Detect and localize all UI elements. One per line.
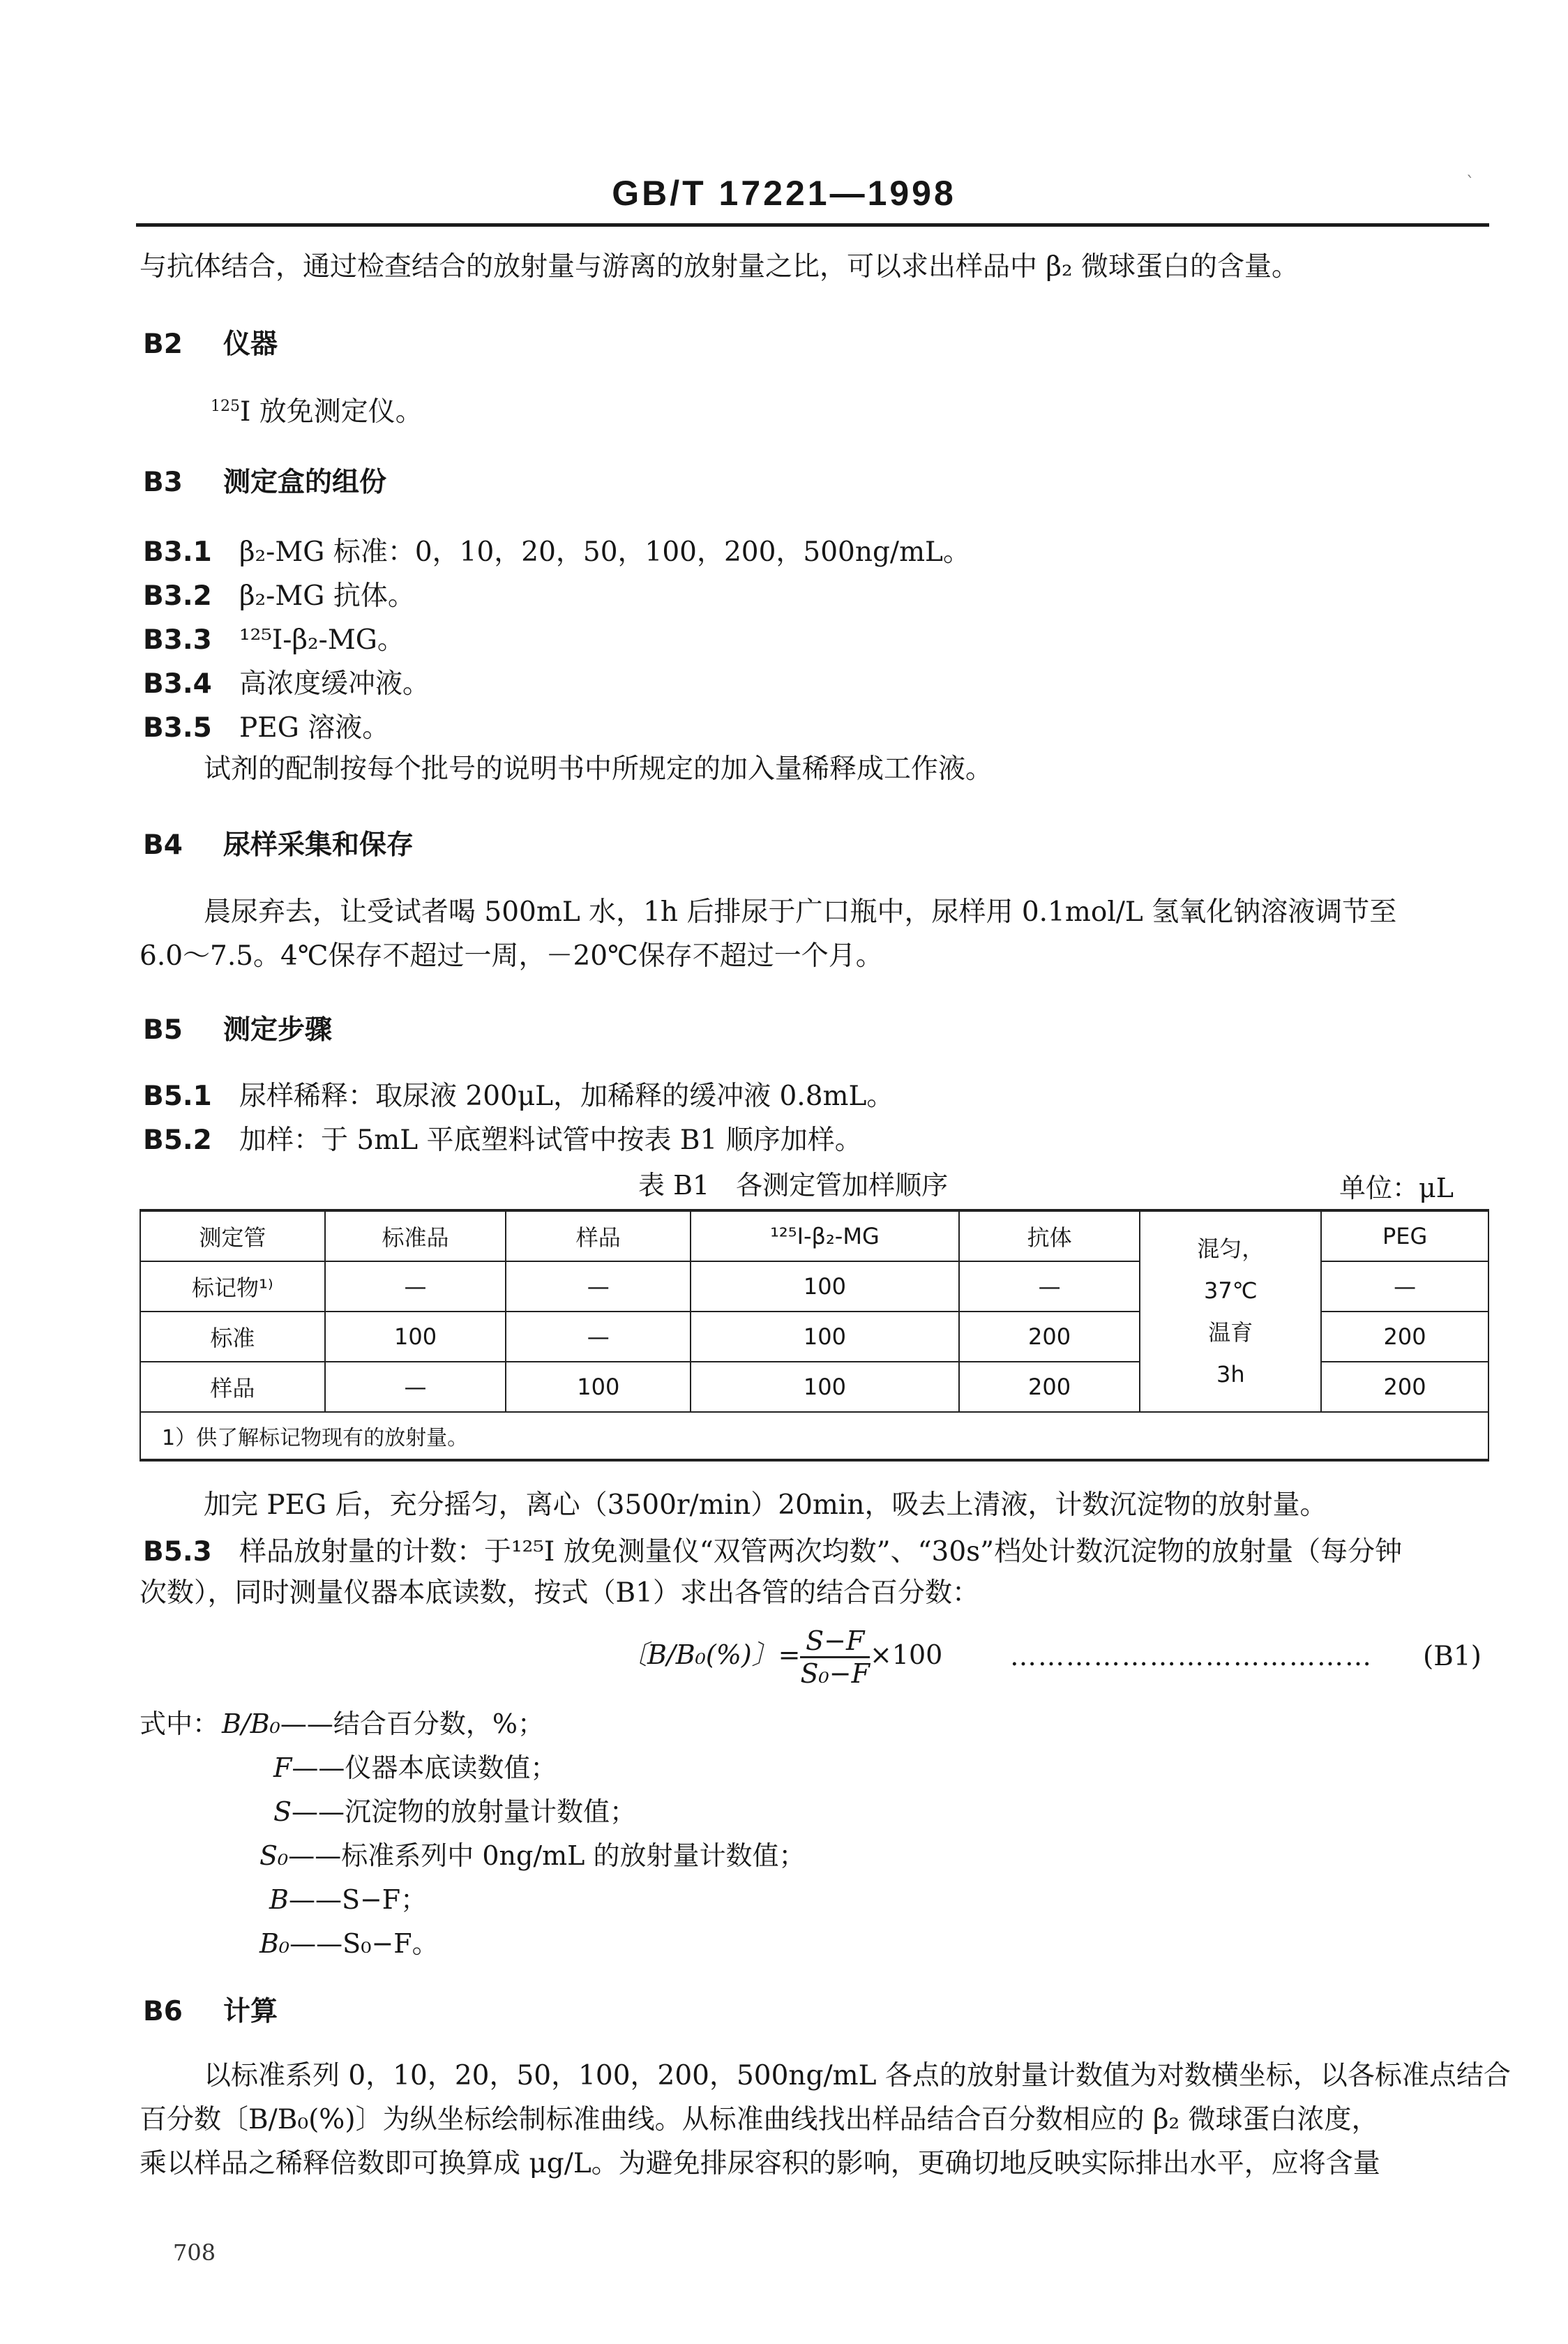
legend-item: [259, 1922, 439, 1960]
section-title: 计算: [223, 1996, 278, 2027]
b4-line-2: 6.0～7.5。4℃保存不超过一周，－20℃保存不超过一个月。: [140, 940, 883, 972]
formula-leader-dots: …………………………………: [1010, 1641, 1373, 1671]
column-header: PEG: [1321, 1210, 1488, 1261]
item-number: B3.3: [143, 624, 212, 656]
table-cell: —: [325, 1362, 506, 1412]
table-title: 表 B1 各测定管加样顺序: [638, 1170, 949, 1201]
table-header-row: [140, 1210, 1488, 1261]
b5-3-line-1: [143, 1530, 1402, 1569]
legend-description: ——S₀−F。: [289, 1928, 439, 1959]
section-title: 仪器: [223, 329, 278, 360]
item-number: B5.3: [143, 1536, 212, 1568]
section-title: 测定盒的组份: [223, 467, 387, 498]
table-unit: 单位：μL: [1339, 1173, 1454, 1203]
table-cell: 100: [691, 1261, 959, 1312]
isotope-superscript: 125: [211, 398, 240, 415]
legend-item: [259, 1834, 805, 1872]
table-cell: 200: [959, 1362, 1140, 1412]
incubation-line: 3h: [1216, 1361, 1245, 1388]
intro-line: 与抗体结合，通过检查结合的放射量与游离的放射量之比，可以求出样品中 β₂ 微球蛋白的含量。: [140, 251, 1299, 283]
formula-numerator: S−F: [800, 1625, 869, 1658]
item-text: 尿样稀释：取尿液 200μL，加稀释的缓冲液 0.8mL。: [239, 1081, 894, 1112]
section-number: B4: [143, 829, 183, 861]
table-cell: —: [325, 1261, 506, 1312]
legend-item: [269, 1878, 427, 1916]
formula-tag: (B1): [1423, 1641, 1482, 1672]
incubation-cell: [1140, 1210, 1321, 1412]
incubation-line: 37℃: [1203, 1277, 1258, 1304]
standard-code: GB/T 17221—1998: [612, 174, 956, 213]
section-b4-heading: [143, 823, 414, 862]
formula-denominator: S₀−F: [800, 1658, 870, 1689]
item-number: B3.1: [143, 536, 212, 568]
table-cell: 200: [1321, 1362, 1488, 1412]
item-text: 高浓度缓冲液。: [239, 668, 430, 700]
legend-description: ——沉淀物的放射量计数值；: [292, 1796, 637, 1827]
legend-intro: 式中：: [140, 1708, 220, 1739]
column-header: 测定管: [140, 1210, 325, 1261]
b4-line-1: 晨尿弃去，让受试者喝 500mL 水，1h 后排尿于广口瓶中，尿样用 0.1mol/L 氢氧化钠溶液调节至: [204, 896, 1397, 928]
section-number: B3: [143, 467, 183, 498]
section-b5-heading: [143, 1008, 332, 1047]
section-number: B6: [143, 1996, 183, 2027]
item-number: B5.2: [143, 1125, 212, 1156]
row-name: 标准: [140, 1312, 325, 1362]
b6-line-3: 乘以样品之稀释倍数即可换算成 μg/L。为避免排尿容积的影响，更确切地反映实际排出水平，应将含量: [140, 2148, 1380, 2179]
section-b3-heading: [143, 460, 386, 499]
section-b2-heading: [143, 322, 278, 361]
legend-description: ——S−F；: [288, 1884, 428, 1915]
item-number: B3.4: [143, 668, 212, 700]
list-item: [143, 706, 389, 745]
list-item: [143, 618, 405, 657]
b2-body: [211, 387, 423, 432]
column-header: ¹²⁵I-β₂-MG: [691, 1210, 959, 1261]
section-title: 尿样采集和保存: [223, 829, 414, 861]
item-number: B3.2: [143, 580, 212, 612]
list-item: [143, 530, 970, 569]
table-cell: —: [506, 1261, 691, 1312]
item-number: B3.5: [143, 712, 212, 744]
legend-description: ——标准系列中 0ng/mL 的放射量计数值；: [288, 1840, 806, 1871]
item-text: 样品放射量的计数：于¹²⁵I 放免测量仪“双管两次均数”、“30s”档处计数沉淀物的放射量（每分钟: [239, 1536, 1403, 1568]
item-text: ¹²⁵I-β₂-MG。: [239, 624, 405, 656]
table-cell: —: [506, 1312, 691, 1362]
section-title: 测定步骤: [223, 1014, 333, 1046]
header-rule: [136, 223, 1489, 227]
legend-description: ——结合百分数，%；: [280, 1708, 544, 1739]
incubation-line: 温育: [1208, 1319, 1253, 1346]
table-cell: 200: [1321, 1312, 1488, 1362]
column-header: 样品: [506, 1210, 691, 1261]
list-item: [143, 662, 430, 701]
legend-symbol: F: [273, 1752, 292, 1783]
section-number: B2: [143, 329, 183, 360]
legend-description: ——仪器本底读数值；: [292, 1752, 557, 1783]
page-number: 708: [173, 2239, 216, 2266]
b6-line-2: 百分数〔B/B₀(%)〕为纵坐标绘制标准曲线。从标准曲线找出样品结合百分数相应的 β₂ 微球蛋白浓度，: [140, 2104, 1379, 2135]
b2-body-text: I 放免测定仪。: [240, 396, 423, 428]
legend-item: [273, 1746, 557, 1785]
table-cell: 100: [691, 1362, 959, 1412]
table-footnote: 1）供了解标记物现有的放射量。: [140, 1412, 1488, 1460]
table-cell: —: [1321, 1261, 1488, 1312]
item-text: 加样：于 5mL 平底塑料试管中按表 B1 顺序加样。: [239, 1125, 862, 1156]
column-header: 抗体: [959, 1210, 1140, 1261]
table-cell: 100: [506, 1362, 691, 1412]
table-cell: 100: [325, 1312, 506, 1362]
formula-fraction: [800, 1625, 869, 1689]
formula-b1: [621, 1625, 942, 1689]
item-text: β₂-MG 抗体。: [239, 580, 415, 612]
legend-symbol: B: [269, 1884, 289, 1915]
after-table-text: 加完 PEG 后，充分摇匀，离心（3500r/min）20min，吸去上清液，计数沉淀物的放射量。: [204, 1489, 1327, 1521]
table-cell: 100: [691, 1312, 959, 1362]
item-text: PEG 溶液。: [239, 712, 390, 744]
legend-item: [273, 1790, 636, 1828]
item-number: B5.1: [143, 1081, 212, 1112]
legend-symbol: B₀: [259, 1928, 290, 1959]
formula-rhs: ×100: [869, 1639, 943, 1670]
legend-symbol: S₀: [259, 1840, 289, 1871]
list-item: [143, 574, 415, 613]
formula-lhs: 〔B/B₀(%)〕=: [621, 1639, 801, 1670]
row-name: 样品: [140, 1362, 325, 1412]
table-cell: 200: [959, 1312, 1140, 1362]
b6-line-1: 以标准系列 0，10，20，50，100，200，500ng/mL 各点的放射量计数值为对数横坐标，以各标准点结合: [204, 2060, 1511, 2091]
row-name: 标记物¹⁾: [140, 1261, 325, 1312]
item-text: β₂-MG 标准：0，10，20，50，100，200，500ng/mL。: [239, 536, 970, 568]
section-b6-heading: [143, 1990, 278, 2029]
scan-mark: `: [1466, 173, 1475, 193]
incubation-line: 混匀，: [1197, 1235, 1265, 1262]
table-footnote-row: [140, 1412, 1488, 1460]
legend-symbol: S: [273, 1796, 292, 1827]
legend-item: [222, 1702, 544, 1741]
list-item: [143, 1074, 894, 1113]
list-item: [143, 1118, 862, 1157]
b3-note: 试剂的配制按每个批号的说明书中所规定的加入量稀释成工作液。: [204, 753, 993, 785]
table-b1: [140, 1209, 1489, 1462]
legend-symbol: B/B₀: [222, 1708, 280, 1739]
b5-3-line-2: 次数），同时测量仪器本底读数，按式（B1）求出各管的结合百分数：: [140, 1577, 979, 1609]
table-cell: —: [959, 1261, 1140, 1312]
section-number: B5: [143, 1014, 183, 1046]
column-header: 标准品: [325, 1210, 506, 1261]
